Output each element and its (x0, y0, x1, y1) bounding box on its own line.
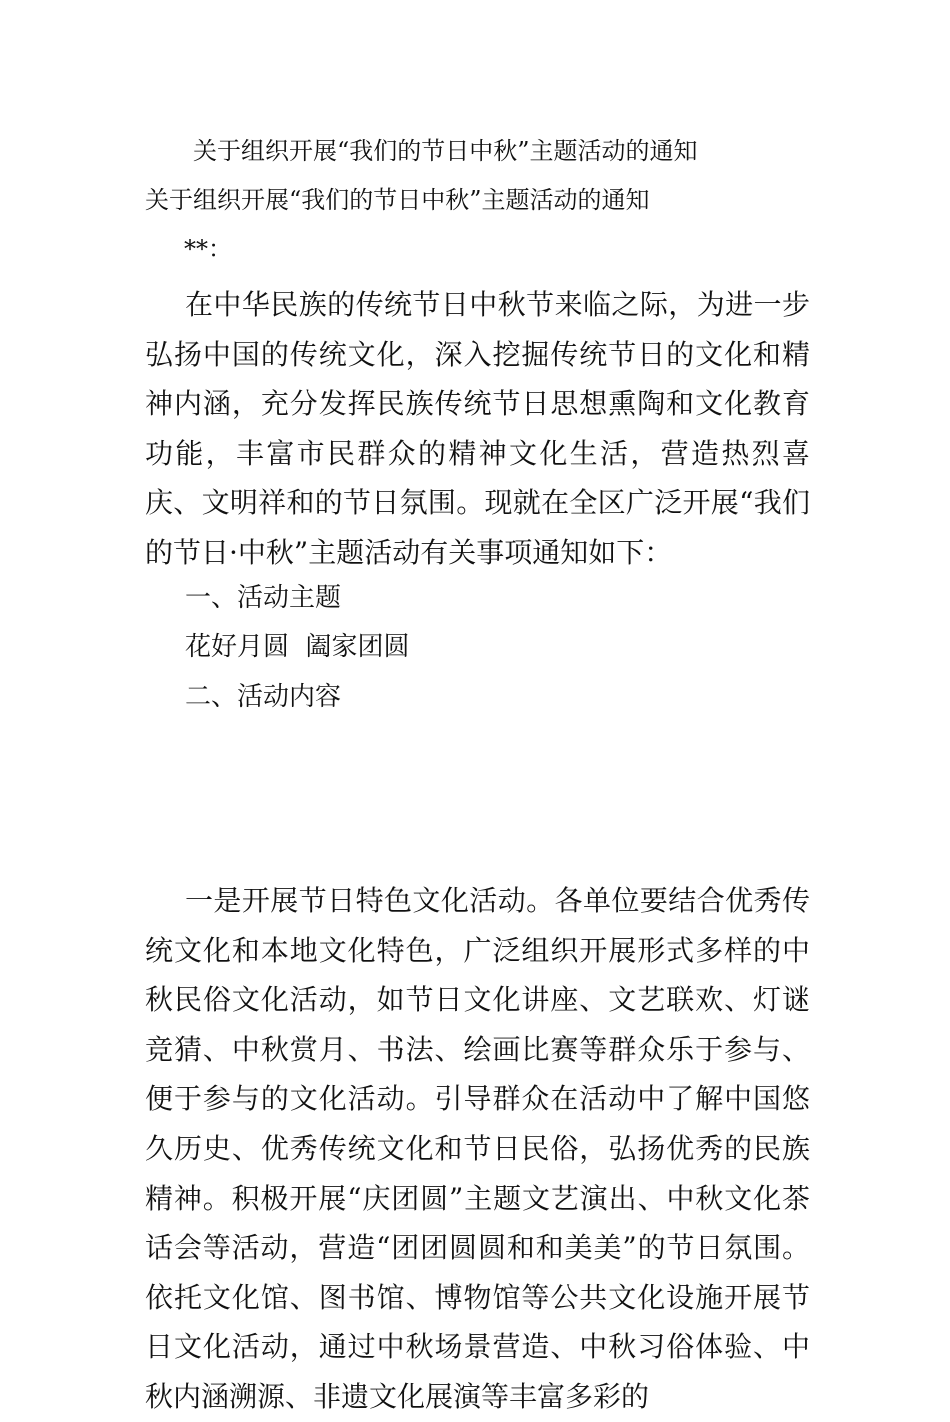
document-title-line-2: 关于组织开展“我们的节日中秋”主题活动的通知 (145, 186, 650, 214)
section-1-heading: 一、活动主题 (185, 583, 342, 613)
section-1-theme: 花好月圆 阖家团圆 (185, 632, 410, 662)
section-2-heading: 二、活动内容 (185, 682, 342, 712)
intro-paragraph: 在中华民族的传统节日中秋节来临之际，为进一步弘扬中国的传统文化，深入挖掘传统节日的文化和精神内涵，充分发挥民族传统节日思想熏陶和文化教育功能，丰富市民群众的精神文化生活，营造热烈喜庆、文明祥和的节日氛围。现就在全区广泛开展“我们的节日·中秋”主题活动有关事项通知如下： (145, 288, 810, 569)
section-2-paragraph: 一是开展节日特色文化活动。各单位要结合优秀传统文化和本地文化特色，广泛组织开展形式多样的中秋民俗文化活动，如节日文化讲座、文艺联欢、灯谜竞猜、中秋赏月、书法、绘画比赛等群众乐于参与、便于参与的文化活动。引导群众在活动中了解中国悠久历史、优秀传统文化和节日民俗，弘扬优秀的民族精神。积极开展“庆团圆”主题文艺演出、中秋文化茶话会等活动，营造“团团圆圆和和美美”的节日氛围。依托文化馆、图书馆、博物馆等公共文化设施开展节日文化活动，通过中秋场景营造、中秋习俗体验、中秋内涵溯源、非遗文化展演等丰富多彩的 (145, 884, 810, 1413)
salutation: **： (184, 235, 232, 263)
document-title-line-1: 关于组织开展“我们的节日中秋”主题活动的通知 (193, 137, 698, 165)
